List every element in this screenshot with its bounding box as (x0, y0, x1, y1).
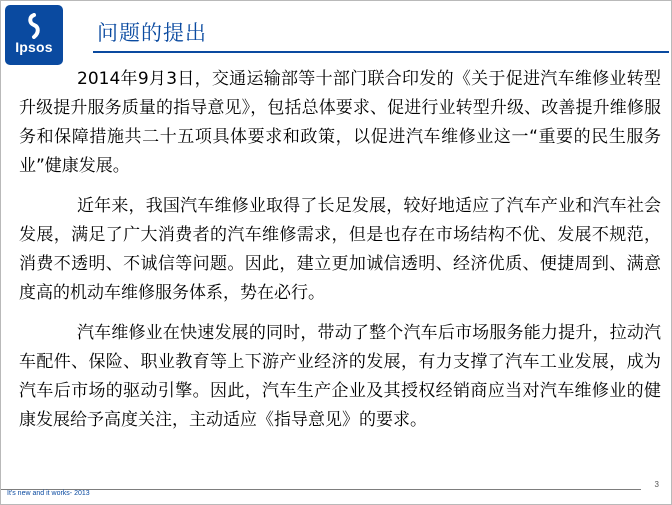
page-title: 问题的提出 (97, 21, 207, 45)
paragraph-1: 2014年9月3日，交通运输部等十部门联合印发的《关于促进汽车维修业转型升级提升服务质量的指导意见》，包括总体要求、促进行业转型升级、改善提升维修服务和保障措施共二十五项具体要求和政策，以促进汽车维修业这一“重要的民生服务业”健康发展。 (19, 69, 661, 176)
ipsos-logo (5, 5, 63, 65)
body-text (19, 65, 661, 446)
ipsos-mark-icon (24, 13, 44, 39)
paragraph-2: 近年来，我国汽车维修业取得了长足发展，较好地适应了汽车产业和汽车社会发展，满足了广大消费者的汽车维修需求，但是也存在市场结构不优、发展不规范，消费不透明、不诚信等问题。因此，建立更加诚信透明、经济优质、便捷周到、满意度高的机动车维修服务体系，势在必行。 (19, 196, 661, 303)
footer-divider (1, 489, 641, 490)
footer-tagline: It's new and it works- 2013 (7, 490, 90, 497)
logo-wordmark: Ipsos (15, 39, 53, 55)
title-divider (93, 51, 669, 53)
paragraph-3: 汽车维修业在快速发展的同时，带动了整个汽车后市场服务能力提升，拉动汽车配件、保险、职业教育等上下游产业经济的发展，有力支撑了汽车工业发展，成为汽车后市场的驱动引擎。因此，汽车生产企业及其授权经销商应当对汽车维修业的健康发展给予高度关注，主动适应《指导意见》的要求。 (19, 323, 661, 430)
page-number: 3 (654, 480, 659, 489)
